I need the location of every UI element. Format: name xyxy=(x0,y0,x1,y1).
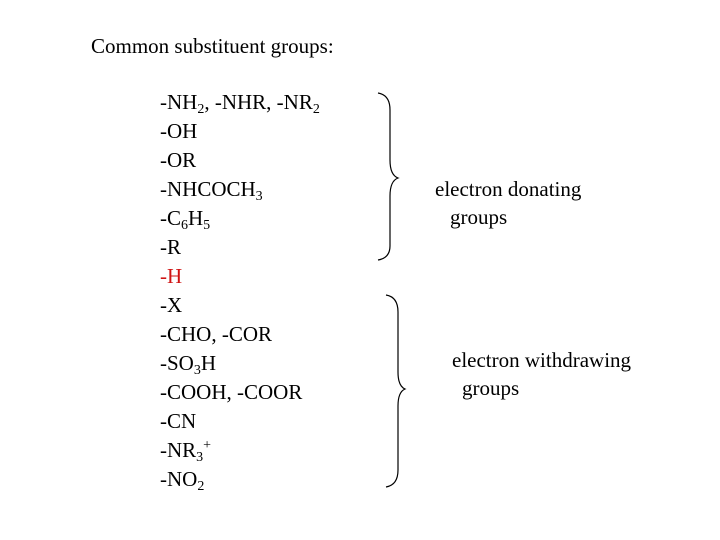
substituent-text: 2 xyxy=(197,102,205,117)
substituent-text: -X xyxy=(160,293,183,317)
substituent-group xyxy=(160,407,320,436)
substituent-text: -CN xyxy=(160,409,197,433)
substituent-group xyxy=(160,320,320,349)
substituent-text: 5 xyxy=(203,218,211,233)
substituent-text: 3 xyxy=(255,189,263,204)
substituent-group xyxy=(160,146,320,175)
substituent-group xyxy=(160,436,320,465)
substituent-text: -NH xyxy=(160,90,198,114)
withdrawing-label-line2: groups xyxy=(462,376,520,400)
substituent-group xyxy=(160,175,320,204)
substituent-text: -NO xyxy=(160,467,198,491)
substituent-text: H xyxy=(188,206,204,230)
substituent-text: -C xyxy=(160,206,181,230)
diagram-title: Common substituent groups: xyxy=(91,34,334,58)
substituent-text: 3 xyxy=(193,363,201,378)
substituent-group xyxy=(160,349,320,378)
substituent-text: -NR xyxy=(160,438,197,462)
withdrawing-brace xyxy=(386,295,405,487)
substituent-group xyxy=(160,204,320,233)
substituent-text: -NHCOCH xyxy=(160,177,256,201)
substituent-text: -R xyxy=(160,235,181,259)
substituent-group xyxy=(160,262,320,291)
substituent-group xyxy=(160,291,320,320)
substituent-text: 3 xyxy=(196,450,204,465)
withdrawing-label-line1: electron withdrawing xyxy=(452,348,632,372)
substituent-group xyxy=(160,117,320,146)
substituent-text: + xyxy=(203,438,212,453)
donating-label-line1: electron donating xyxy=(435,177,582,201)
substituent-group xyxy=(160,233,320,262)
substituent-text: 6 xyxy=(181,218,188,233)
substituent-group xyxy=(160,88,320,117)
donating-label-line2: groups xyxy=(450,205,508,229)
substituent-text: , -NHR, -NR xyxy=(204,90,313,114)
substituent-text: -SO xyxy=(160,351,194,375)
substituent-text: 2 xyxy=(197,479,205,494)
substituent-text: H xyxy=(200,351,217,375)
substituent-group xyxy=(160,465,320,494)
substituent-text: -CHO, -COR xyxy=(160,322,273,346)
substituent-group xyxy=(160,378,320,407)
substituent-text: -OH xyxy=(160,119,198,143)
substituent-group-list xyxy=(160,88,320,494)
substituent-text: -OR xyxy=(160,148,197,172)
substituent-text: 2 xyxy=(312,102,320,117)
substituent-text: -COOH, -COOR xyxy=(160,380,303,404)
donating-brace xyxy=(378,93,398,260)
substituent-text: -H xyxy=(160,264,183,288)
